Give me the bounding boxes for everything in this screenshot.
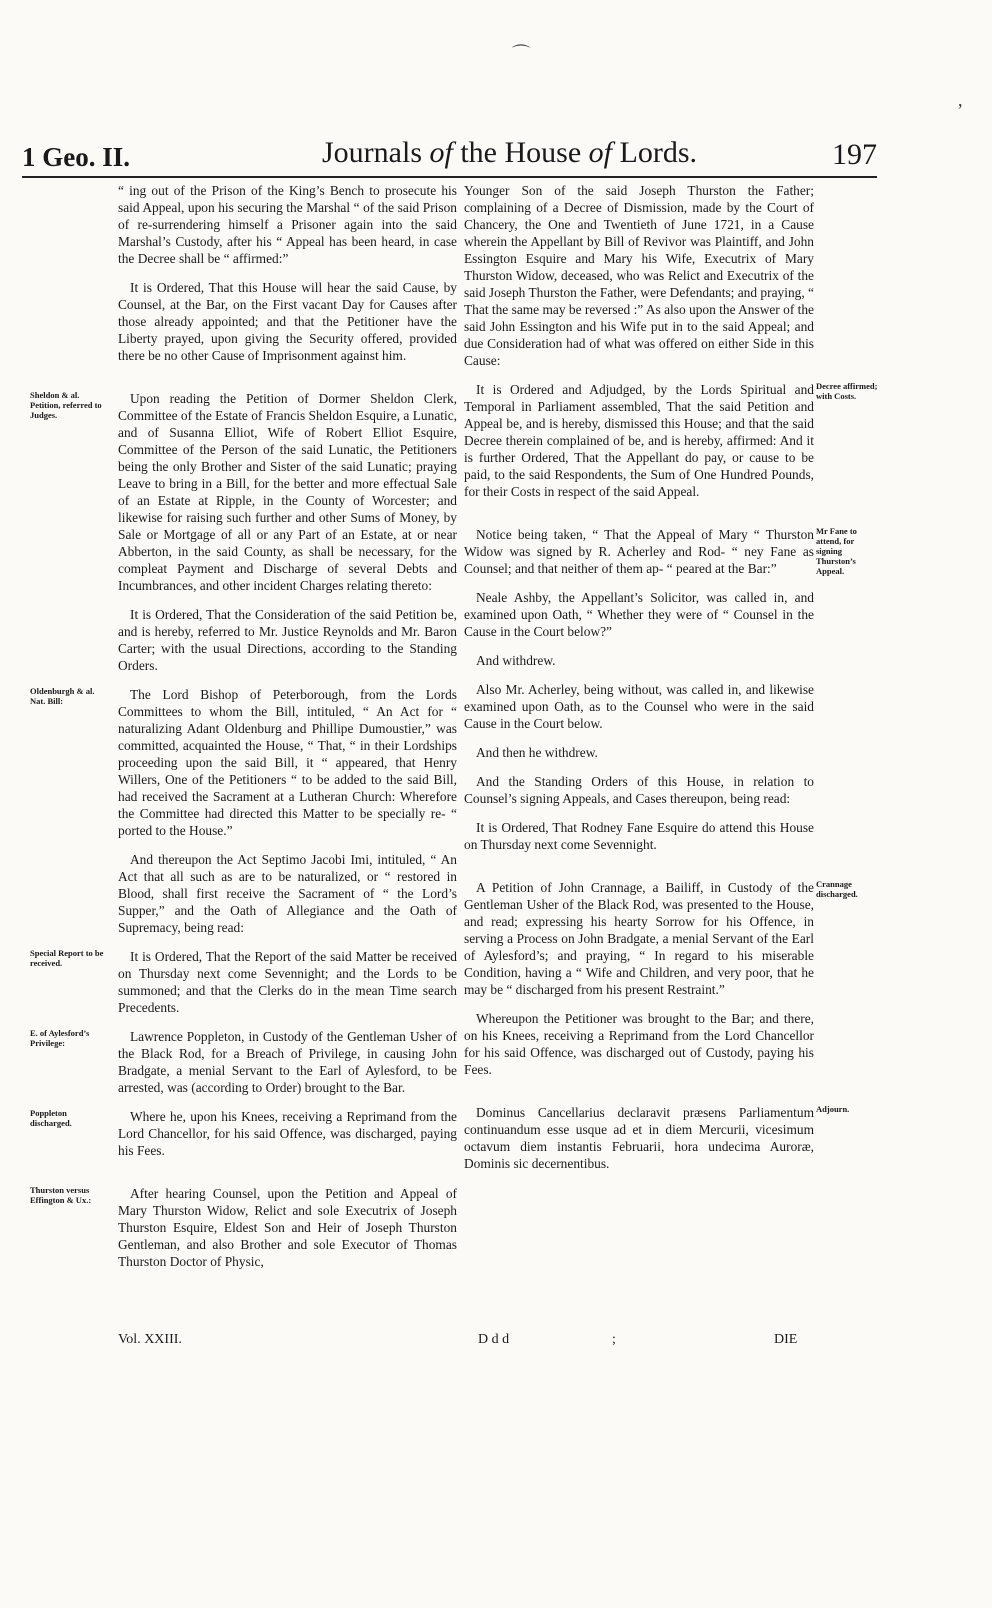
paragraph: It is Ordered, That this House will hear the said Cause, by Counsel, at the Bar, on the First vacant Day for Causes after those already appointed; and that the Petitioner have the Liberty prayed, upon giving the Security offered, provided there be no other Cause of Imprisonment against him. bbox=[118, 280, 457, 363]
title-of2: of bbox=[581, 136, 612, 169]
entry-thurston-continued bbox=[464, 182, 814, 369]
paragraph: And withdrew. bbox=[476, 653, 556, 668]
title-lords: Lords. bbox=[612, 136, 697, 169]
paragraph: Also Mr. Acherley, being without, was called in, and likewise examined upon Oath, as to the Counsel who were in the said Cause in the Court below. bbox=[464, 682, 814, 731]
top-mark: ⌒ bbox=[512, 44, 530, 64]
paragraph: It is Ordered, That the Report of the said Matter be received on Thursday next come Sevennight; and the Lords to be summoned; and that the Clerks do in the mean Time search Precedents. bbox=[118, 949, 457, 1015]
title-house: House bbox=[504, 136, 582, 169]
paragraph: Younger Son of the said Joseph Thurston the Father; complaining of a Decree of Dismission, made by the Court of Chancery, the One and Twentieth of June 1721, in a Cause wherein the Appellant by Bill of Revivor was Plaintiff, and John Essington Esquire and Mary his Wife, Executrix of Mary Thurston Widow, deceased, who was Relict and Executrix of the said Joseph Thurston the Father, were Defendants; and praying, “ That the same may be reversed :” As also upon the Answer of the said John Essington and his Wife put in to the said Appeal; and due Consideration had of what was offered on either Side in this Cause: bbox=[464, 183, 814, 368]
paragraph: After hearing Counsel, upon the Petition and Appeal of Mary Thurston Widow, Relict and sole Executrix of Joseph Thurston Esquire, Eldest Son and Heir of Joseph Thurston Gentleman, and also Brother and sole Executor of Thomas Thurston Doctor of Physic, bbox=[118, 1186, 457, 1269]
regnal-year: 1 Geo. II. bbox=[22, 142, 130, 172]
paragraph: It is Ordered, That the Consideration of the said Petition be, and is hereby, referred to Mr. Justice Reynolds and Mr. Baron Carter; with the usual Directions, according to the Standing Orders. bbox=[118, 607, 457, 673]
paragraph: Neale Ashby, the Appellant’s Solicitor, was called in, and examined upon Oath, “ Whether they were of “ Counsel in the Cause in the Court below?” bbox=[464, 590, 814, 639]
paragraph: Whereupon the Petitioner was brought to the Bar; and there, on his Knees, receiving a Reprimand from the Lord Chancellor for his said Offence, was discharged out of Custody, paying his Fees. bbox=[464, 1011, 814, 1077]
entry-oldenburgh bbox=[30, 686, 457, 936]
paragraph: It is Ordered, That Rodney Fane Esquire do attend this House on Thursday next come Sevennight. bbox=[464, 820, 814, 852]
margin-note: Sheldon & al. Petition, referred to Judges. bbox=[30, 390, 102, 420]
margin-note: Mr Fane to attend, for signing Thurston’s Appeal. bbox=[816, 526, 857, 576]
paragraph: Notice being taken, “ That the Appeal of Mary “ Thurston Widow was signed by R. Acherley and Rod- “ ney Fane as Counsel; and that neither of them ap- “ peared at the Bar:” bbox=[464, 527, 814, 576]
entry-adjourn bbox=[464, 1104, 850, 1172]
paragraph: “ ing out of the Prison of the King’s Bench to prosecute his said Appeal, upon his securing the Marshal “ of the said Prison of re-surrendering himself a Prisoner again into the said Marshal’s Custody, after his “ Appeal has been heard, in case the Decree shall be “ affirmed:” bbox=[118, 183, 457, 266]
entry-poppleton bbox=[30, 1108, 457, 1159]
margin-note: Special Report to be received. bbox=[30, 948, 104, 968]
edge-mark: , bbox=[958, 90, 963, 110]
margin-note: Oldenburgh & al. Nat. Bill: bbox=[30, 686, 95, 706]
entry-thurston bbox=[30, 1185, 457, 1270]
title-the: the bbox=[452, 136, 505, 169]
entry-special-report bbox=[30, 948, 457, 1016]
volume-footer: Vol. XXIII. bbox=[118, 1332, 182, 1347]
catchword: DIE bbox=[774, 1332, 798, 1347]
paragraph: And thereupon the Act Septimo Jacobi Imi, intituled, “ An Act that all such as are to be naturalized, or “ restored in Blood, shall first receive the Sacrament of “ the Lord’s Supper,” and the Oath of Allegiance and the Oath of Supremacy, being read: bbox=[118, 852, 457, 935]
entry-sheldon bbox=[30, 390, 457, 674]
entry-continuation bbox=[118, 182, 457, 364]
paragraph: Dominus Cancellarius declaravit præsens Parliamentum continuandum esse usque ad et in diem Mercurii, vicesimum octavum diem instantis Februarii, hora undecima Auroræ, Dominis sic decernentibus. bbox=[464, 1105, 814, 1171]
paragraph: Upon reading the Petition of Dormer Sheldon Clerk, Committee of the Estate of Francis Sheldon Esquire, a Lunatic, and of Susanna Elliot, Wife of Robert Elliot Esquire, Committee of the Person of the said Lunatic, the Petitioners being the only Brother and Sister of the said Lunatic; praying Leave to bring in a Bill, for the better and more effectual Sale of an Estate at Ripple, in the County of Worcester; and likewise for raising such further and other Sums of Money, by Sale or Mortgage of all or any Part of an Estate, at or near Abberton, in the said County, as shall be necessary, for the compleat Payment and Discharge of several Debts and Incumbrances, and other incident Charges relating thereto: bbox=[118, 391, 457, 593]
page-number: 197 bbox=[832, 138, 877, 171]
margin-note: Thurston versus Effington & Ux.: bbox=[30, 1185, 92, 1205]
entry-crannage bbox=[464, 879, 858, 1078]
paragraph: And then he withdrew. bbox=[476, 745, 598, 760]
right-column bbox=[464, 182, 878, 1184]
margin-note: Poppleton discharged. bbox=[30, 1108, 72, 1128]
running-title bbox=[322, 136, 697, 170]
entry-decree bbox=[464, 381, 878, 500]
title-part: Journals bbox=[322, 136, 430, 169]
margin-note: Decree affirmed; with Costs. bbox=[816, 381, 878, 401]
entry-fane bbox=[464, 526, 857, 853]
paragraph: Lawrence Poppleton, in Custody of the Gentleman Usher of the Black Rod, for a Breach of Privilege, in causing John Bradgate, a menial Servant to the Earl of Aylesford, to be arrested, was (according to Order) brought to the Bar. bbox=[118, 1029, 457, 1095]
paragraph: A Petition of John Crannage, a Bailiff, in Custody of the Gentleman Usher of the Black Rod, was presented to the House, and read; expressing his hearty Sorrow for his Offence, in serving a Process on John Bradgate, a menial Servant of the Earl of Aylesford’s; and praying, “ In regard to his miserable Condition, having a “ Wife and Children, and very poor, that he may be “ discharged from his present Restraint.” bbox=[464, 880, 814, 997]
margin-note: Adjourn. bbox=[816, 1104, 850, 1114]
footer-semicolon: ; bbox=[612, 1332, 616, 1347]
paragraph: And the Standing Orders of this House, in relation to Counsel’s signing Appeals, and Cases thereupon, being read: bbox=[464, 774, 814, 806]
paragraph: It is Ordered and Adjudged, by the Lords Spiritual and Temporal in Parliament assembled, That the said Petition and Appeal be, and is hereby, dismissed this House; and that the said Decree therein complained of be, and is hereby, affirmed: And it is further Ordered, That the Appellant do pay, or cause to be paid, to the said Respondents, the Sum of One Hundred Pounds, for their Costs in respect of the said Appeal. bbox=[464, 382, 814, 499]
paragraph: The Lord Bishop of Peterborough, from the Lords Committees to whom the Bill, intituled, “ An Act for “ naturalizing Adant Oldenburg and Phillipe Dumoustier,” was committed, acquainted the House, “ That, “ in their Lordships proceeding upon the said Bill, it “ appeared, that Henry Willers, One of the Petitioners “ to be added to the said Bill, had received the Sacrament at a Lutheran Church: Wherefore the Committee had directed this Matter to be specially re- “ ported to the House.” bbox=[118, 687, 457, 838]
margin-note: Crannage discharged. bbox=[816, 879, 858, 899]
header-rule bbox=[22, 176, 877, 178]
margin-note: E. of Aylesford’s Privilege: bbox=[30, 1028, 90, 1048]
title-of: of bbox=[429, 136, 453, 169]
entry-aylesford bbox=[30, 1028, 457, 1096]
left-column bbox=[30, 182, 457, 1282]
paragraph: Where he, upon his Knees, receiving a Reprimand from the Lord Chancellor, for his said Offence, was discharged, paying his Fees. bbox=[118, 1109, 457, 1158]
signature-mark: D d d bbox=[478, 1332, 510, 1347]
